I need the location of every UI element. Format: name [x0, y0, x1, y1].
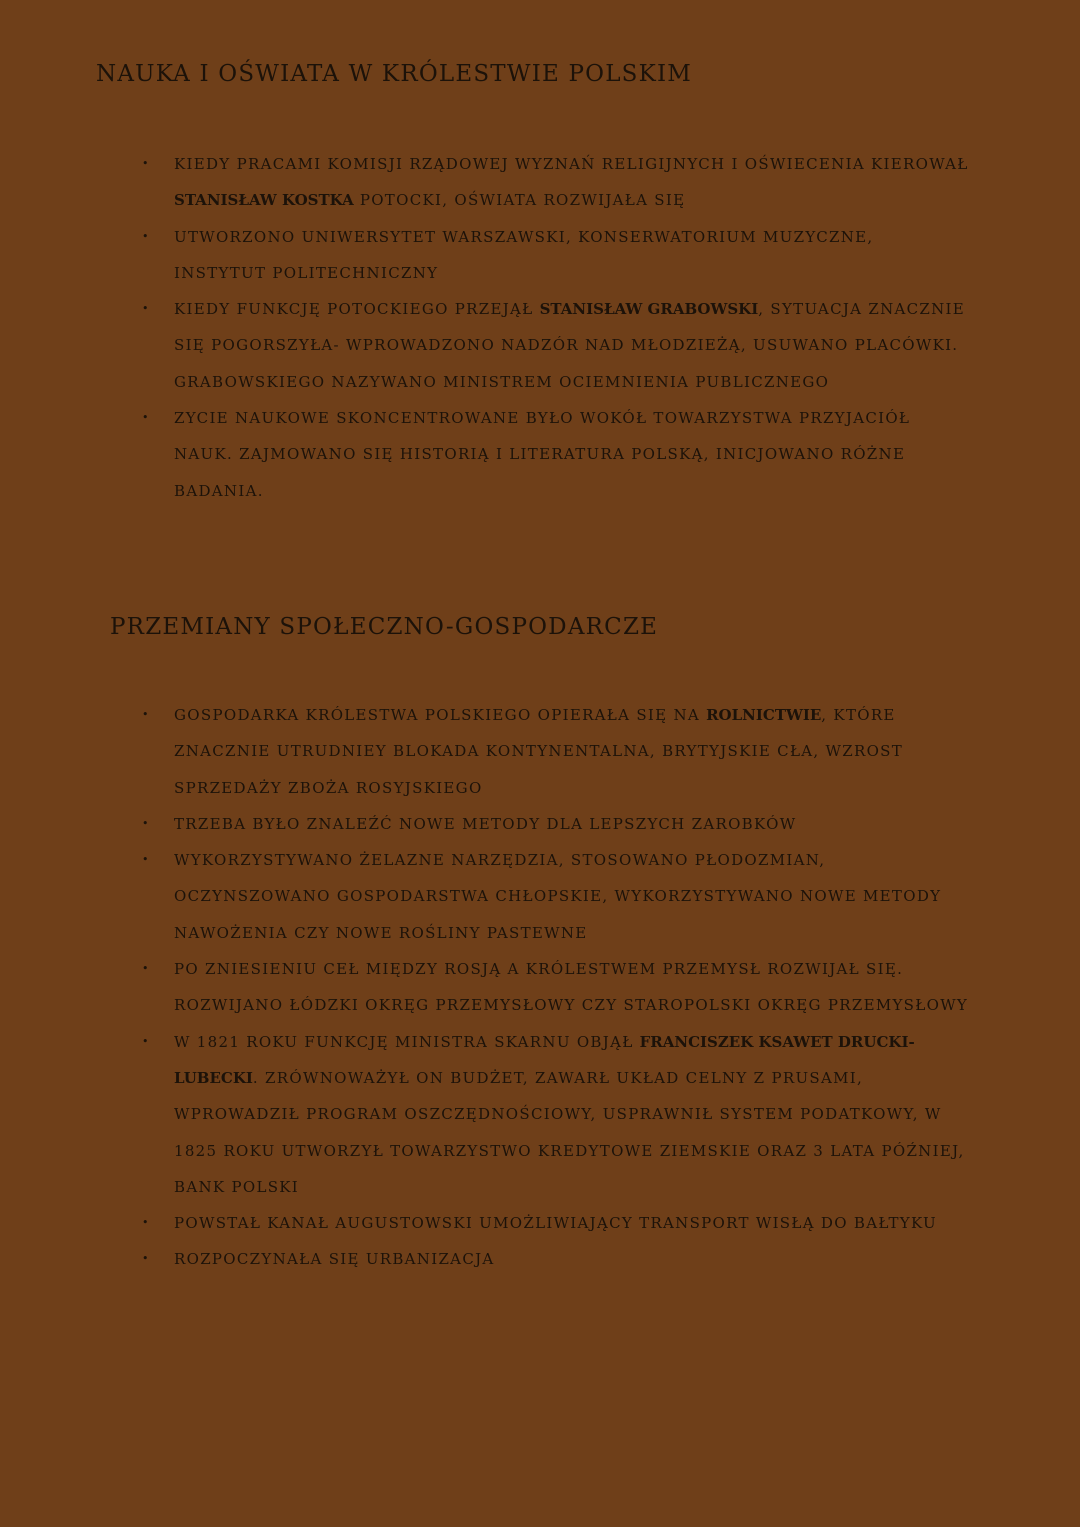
bullet-marker: •	[142, 962, 150, 976]
bullet-marker: •	[142, 1034, 150, 1048]
bullet-marker: •	[142, 708, 150, 721]
bullet-item	[140, 1241, 970, 1277]
bullet-text: TRZEBA BYŁO ZNALEŹĆ NOWE METODY DLA LEPSZYCH ZAROBKÓW	[174, 814, 797, 833]
bullet-text: . ZRÓWNOWAŻYŁ ON BUDŻET, ZAWARŁ UKŁAD CELNY Z PRUSAMI, WPROWADZIŁ PROGRAM OSZCZĘDNOŚCIOWY, USPRAWNIŁ SYSTEM PODATKOWY, W 1825 ROKU UTWORZYŁ TOWARZYSTWO KREDYTOWE ZIEMSKIE ORAZ 3 LATA PÓŹNIEJ, BANK POLSKI	[174, 1068, 965, 1196]
bullet-item	[140, 842, 970, 951]
bold-name: FRANCISZEK KSAWET DRUCKI-LUBECKI	[174, 1032, 915, 1087]
bullet-marker: •	[142, 229, 150, 243]
bullet-marker: •	[142, 157, 150, 170]
bullet-item	[140, 291, 970, 400]
bullet-text: , SYTUACJA ZNACZNIE SIĘ POGORSZYŁA- WPROWADZONO NADZÓR NAD MŁODZIEŻĄ, USUWANO PLACÓWKI. GRABOWSKIEGO NAZYWANO MINISTREM OCIEMNIENIA PUBLICZNEGO	[174, 300, 966, 391]
bullet-text: ROZPOCZYNAŁA SIĘ URBANIZACJA	[174, 1250, 495, 1269]
bullet-item	[140, 400, 970, 509]
bullet-text: GOSPODARKA KRÓLESTWA POLSKIEGO OPIERAŁA SIĘ NA	[174, 706, 707, 724]
bullet-text: , KTÓRE ZNACZNIE UTRUDNIEY BLOKADA KONTYNENTALNA, BRYTYJSKIE CŁA, WZROST SPRZEDAŻY ZBOŻA ROSYJSKIEGO	[174, 706, 904, 797]
bullet-text: KIEDY PRACAMI KOMISJI RZĄDOWEJ WYZNAŃ RELIGIJNYCH I OŚWIECENIA KIEROWAŁ	[174, 155, 969, 173]
bold-name: STANISŁAW GRABOWSKI	[539, 300, 759, 319]
bullet-item	[140, 697, 970, 806]
bullet-item	[140, 1024, 970, 1205]
bullet-text: UTWORZONO UNIWERSYTET WARSZAWSKI, KONSERWATORIUM MUZYCZNE, INSTYTUT POLITECHNICZNY	[174, 227, 874, 282]
bullet-item	[140, 951, 970, 1024]
bullet-item	[140, 806, 970, 842]
bullet-text: W 1821 ROKU FUNKCJĘ MINISTRA SKARNU OBJĄŁ	[174, 1032, 640, 1051]
bullet-marker: •	[142, 1252, 150, 1266]
bullet-item	[140, 1205, 970, 1241]
bullet-text: PO ZNIESIENIU CEŁ MIĘDZY ROSJĄ A KRÓLESTWEM PRZEMYSŁ ROZWIJAŁ SIĘ. ROZWIJANO ŁÓDZKI OKRĘG PRZEMYSŁOWY CZY STAROPOLSKI OKRĘG PRZEMYSŁOWY	[174, 960, 969, 1015]
bullet-item	[140, 146, 970, 219]
bullet-list-przemiany	[140, 697, 970, 1278]
bullet-marker: •	[142, 411, 150, 425]
bullet-list-nauka	[140, 146, 970, 509]
bullet-text: POWSTAŁ KANAŁ AUGUSTOWSKI UMOŻLIWIAJĄCY TRANSPORT WISŁĄ DO BAŁTYKU	[174, 1214, 937, 1233]
bold-name: STANISŁAW KOSTKA	[174, 191, 354, 210]
bullet-item	[140, 219, 970, 292]
bullet-text: KIEDY FUNKCJĘ POTOCKIEGO PRZEJĄŁ	[174, 300, 540, 319]
bullet-marker: •	[142, 853, 150, 867]
bullet-text: WYKORZYSTYWANO ŻELAZNE NARZĘDZIA, STOSOWANO PŁODOZMIAN, OCZYNSZOWANO GOSPODARSTWA CHŁOPSKIE, WYKORZYSTYWANO NOWE METODY NAWOŻENIA CZY NOWE ROŚLINY PASTEWNE	[174, 851, 942, 942]
bold-term: ROLNICTWIE	[706, 706, 822, 724]
bullet-marker: •	[142, 302, 150, 316]
bullet-text: POTOCKI, OŚWIATA ROZWIJAŁA SIĘ	[353, 191, 686, 210]
bullet-marker: •	[142, 816, 150, 830]
section-title-nauka: NAUKA I OŚWIATA W KRÓLESTWIE POLSKIM	[96, 61, 693, 87]
bullet-text: ZYCIE NAUKOWE SKONCENTROWANE BYŁO WOKÓŁ TOWARZYSTWA PRZYJACIÓŁ NAUK. ZAJMOWANO SIĘ HISTORIĄ I LITERATURA POLSKĄ, INICJOWANO RÓŻNE BADANIA.	[174, 409, 911, 500]
bullet-marker: •	[142, 1216, 150, 1230]
section-title-przemiany: PRZEMIANY SPOŁECZNO-GOSPODARCZE	[110, 614, 659, 640]
